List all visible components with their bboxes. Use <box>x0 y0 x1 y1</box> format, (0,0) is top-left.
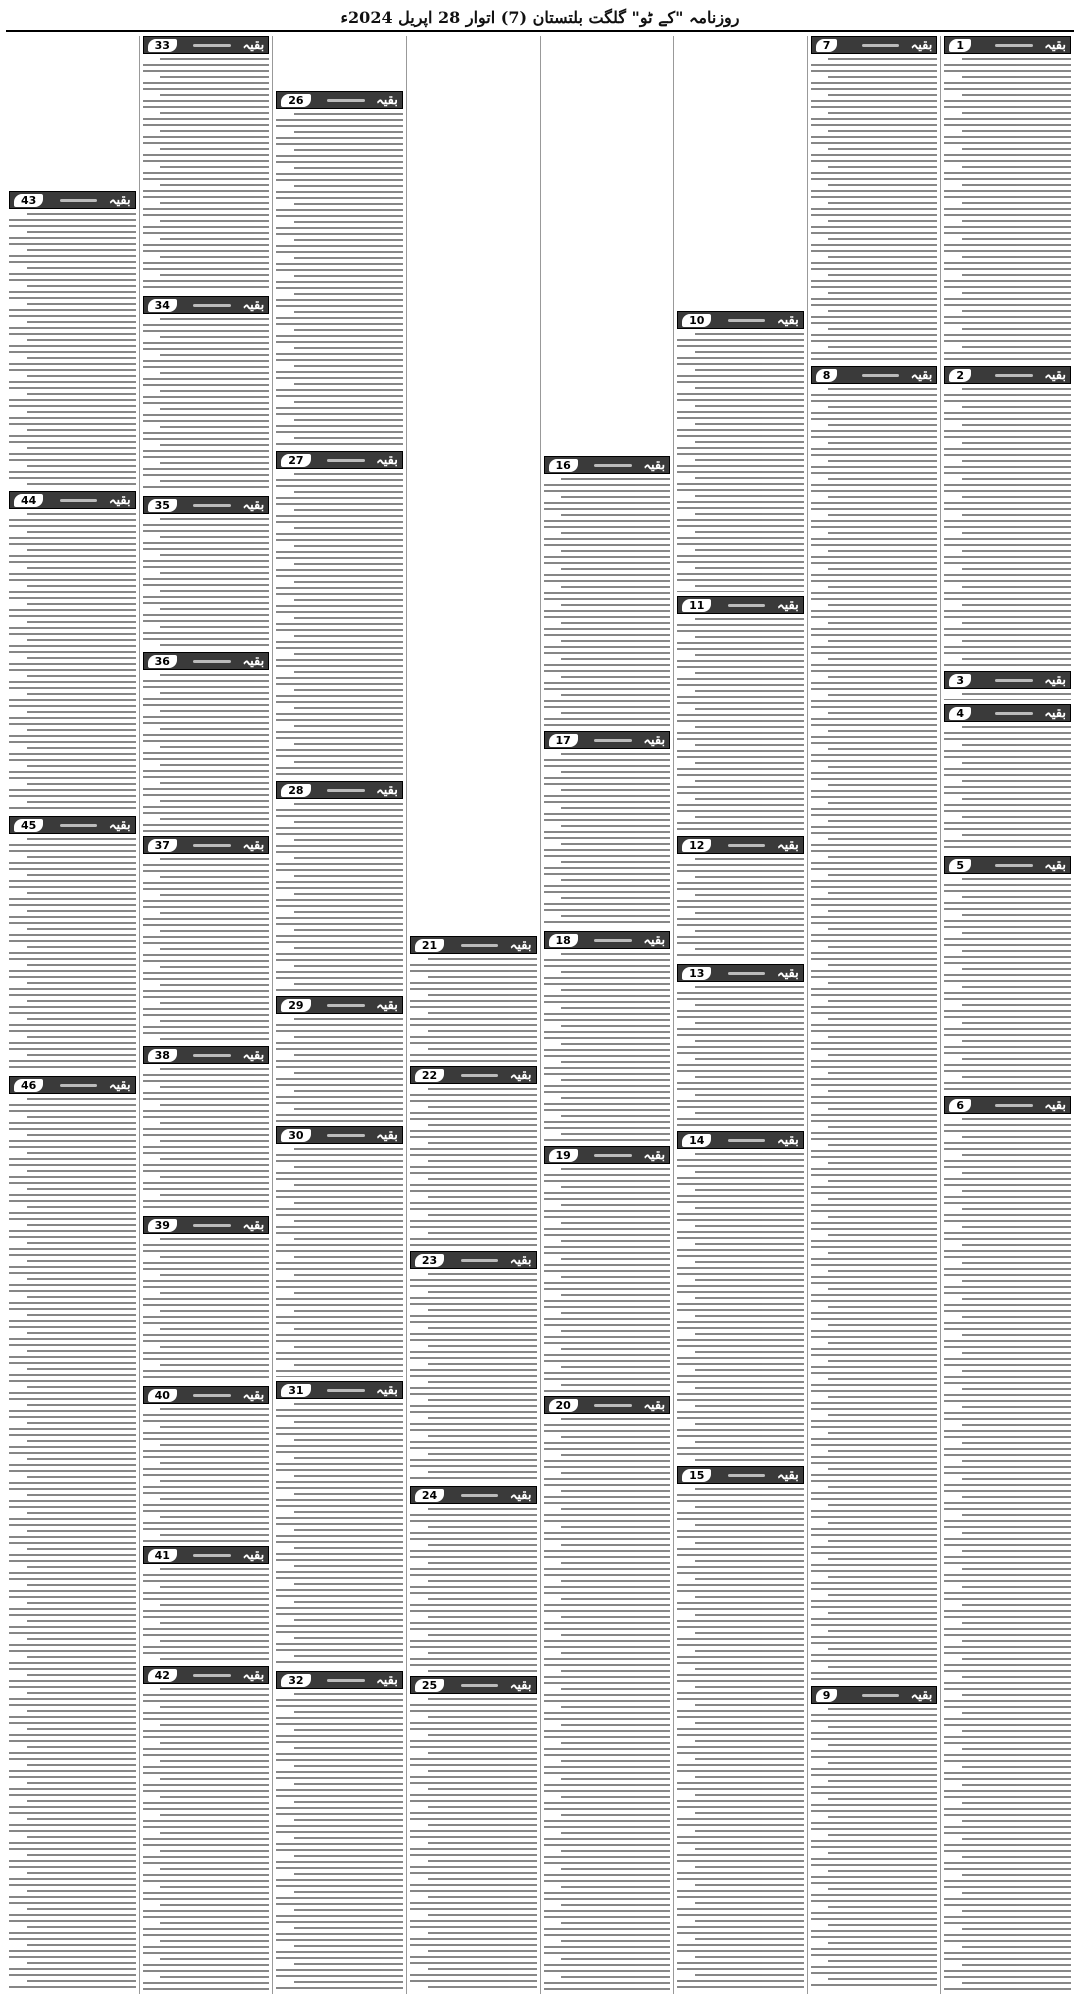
block-number: 6 <box>949 1099 971 1112</box>
block-header-word: بقیہ <box>108 817 131 833</box>
body-text <box>410 1508 537 1672</box>
body-text <box>143 318 270 492</box>
block-number: 8 <box>816 369 838 382</box>
block-header-word: بقیہ <box>1044 367 1066 383</box>
continuation-block <box>410 1066 537 1247</box>
block-header-word: بقیہ <box>242 1667 265 1683</box>
block-header <box>143 836 270 854</box>
block-header <box>143 652 270 670</box>
block-header-word: بقیہ <box>1044 1097 1066 1113</box>
block-header <box>276 781 403 799</box>
block-header-word: بقیہ <box>242 1217 265 1233</box>
body-text <box>410 1273 537 1482</box>
body-text <box>143 1238 270 1382</box>
body-text <box>677 333 804 592</box>
block-number: 41 <box>148 1549 177 1562</box>
body-text <box>276 1403 403 1667</box>
block-number: 31 <box>281 1384 310 1397</box>
block-number: 25 <box>415 1679 444 1692</box>
header-ornament <box>193 504 230 507</box>
header-ornament <box>995 712 1032 715</box>
body-text <box>143 58 270 292</box>
continuation-block <box>410 936 537 1062</box>
header-ornament <box>193 844 230 847</box>
masthead <box>6 4 1074 32</box>
block-header <box>677 1466 804 1484</box>
block-number: 24 <box>415 1489 444 1502</box>
block-header-word: بقیہ <box>376 1382 398 1398</box>
block-number: 1 <box>949 39 971 52</box>
continuation-block <box>677 311 804 592</box>
block-number: 34 <box>148 299 177 312</box>
masthead-title: روزنامہ "کے ٹو" گلگت بلتستان (7) اتوار 28 اپریل 2024ء <box>340 7 740 27</box>
block-header-word: بقیہ <box>910 37 933 53</box>
block-number: 32 <box>281 1674 310 1687</box>
header-ornament <box>60 199 97 202</box>
column-7 <box>139 36 273 1994</box>
block-header <box>410 1066 537 1084</box>
block-header <box>410 1251 537 1269</box>
header-ornament <box>728 1474 765 1477</box>
block-header <box>944 36 1071 54</box>
block-number: 19 <box>549 1149 578 1162</box>
continuation-block <box>410 1251 537 1482</box>
continuation-block <box>9 491 136 812</box>
block-header <box>944 1096 1071 1114</box>
body-text <box>410 1088 537 1247</box>
block-header-word: بقیہ <box>1044 37 1066 53</box>
continuation-block <box>143 1546 270 1662</box>
block-header <box>143 1666 270 1684</box>
body-text <box>677 1153 804 1462</box>
continuation-block <box>143 1046 270 1212</box>
block-number: 45 <box>14 819 43 832</box>
block-header <box>9 491 136 509</box>
header-ornament <box>193 660 230 663</box>
body-text <box>143 1568 270 1662</box>
block-header-word: بقیہ <box>376 92 398 108</box>
header-ornament <box>327 789 364 792</box>
block-header <box>9 1076 136 1094</box>
continuation-block <box>677 1131 804 1462</box>
continuation-block <box>677 836 804 960</box>
block-number: 23 <box>415 1254 444 1267</box>
header-ornament <box>327 1004 364 1007</box>
block-number: 36 <box>148 655 177 668</box>
column-8 <box>6 36 139 1994</box>
block-number: 10 <box>682 314 711 327</box>
block-header-word: بقیہ <box>242 37 265 53</box>
column-6 <box>272 36 406 1994</box>
block-number: 18 <box>549 934 578 947</box>
block-header-word: بقیہ <box>509 937 532 953</box>
header-ornament <box>60 824 97 827</box>
header-ornament <box>728 972 765 975</box>
block-header <box>677 1131 804 1149</box>
header-ornament <box>594 1404 631 1407</box>
continuation-block <box>544 1146 671 1392</box>
block-header-word: بقیہ <box>509 1677 532 1693</box>
header-ornament <box>995 44 1032 47</box>
continuation-block <box>944 1096 1071 1990</box>
continuation-block <box>677 1466 804 1990</box>
header-ornament <box>193 44 230 47</box>
body-text <box>9 838 136 1072</box>
continuation-block <box>410 1676 537 1990</box>
block-header-word: بقیہ <box>777 597 799 613</box>
block-header-word: بقیہ <box>242 837 265 853</box>
continuation-block <box>944 671 1071 700</box>
block-header <box>677 836 804 854</box>
continuation-block <box>143 652 270 832</box>
header-ornament <box>60 1084 97 1087</box>
body-text <box>677 858 804 960</box>
continuation-block <box>9 1076 136 1990</box>
block-number: 16 <box>549 459 578 472</box>
continuation-block <box>143 36 270 292</box>
body-text <box>677 618 804 832</box>
header-ornament <box>862 1694 899 1697</box>
header-ornament <box>995 864 1032 867</box>
body-text <box>143 1688 270 1990</box>
header-ornament <box>728 604 765 607</box>
body-text <box>9 1098 136 1990</box>
block-number: 46 <box>14 1079 43 1092</box>
block-header-word: بقیہ <box>643 1147 666 1163</box>
continuation-block <box>944 856 1071 1092</box>
block-header-word: بقیہ <box>376 452 398 468</box>
body-text <box>944 388 1071 667</box>
header-ornament <box>995 679 1032 682</box>
block-header-word: بقیہ <box>108 1077 131 1093</box>
block-header <box>143 36 270 54</box>
block-number: 30 <box>281 1129 310 1142</box>
continuation-block <box>544 1396 671 1990</box>
block-number: 29 <box>281 999 310 1012</box>
block-number: 40 <box>148 1389 177 1402</box>
body-text <box>544 1168 671 1392</box>
block-header <box>143 1386 270 1404</box>
continuation-block <box>276 1381 403 1667</box>
block-header-word: بقیہ <box>376 997 398 1013</box>
header-ornament <box>193 1674 230 1677</box>
continuation-block <box>276 1671 403 1990</box>
header-ornament <box>327 1679 364 1682</box>
continuation-block <box>276 996 403 1122</box>
body-text <box>677 1488 804 1990</box>
block-header-word: بقیہ <box>242 1547 265 1563</box>
block-number: 14 <box>682 1134 711 1147</box>
header-ornament <box>728 319 765 322</box>
continuation-block <box>143 1386 270 1542</box>
body-text <box>143 858 270 1042</box>
continuation-block <box>143 836 270 1042</box>
block-header <box>143 1216 270 1234</box>
block-header <box>143 1046 270 1064</box>
block-header-word: بقیہ <box>777 1467 799 1483</box>
continuation-block <box>811 366 938 1682</box>
continuation-block <box>143 496 270 648</box>
continuation-block <box>944 704 1071 852</box>
header-ornament <box>193 1554 230 1557</box>
body-text <box>544 953 671 1142</box>
header-ornament <box>327 1389 364 1392</box>
header-ornament <box>862 374 899 377</box>
block-header <box>276 1671 403 1689</box>
body-text <box>410 958 537 1062</box>
block-header-word: بقیہ <box>1044 857 1066 873</box>
body-text <box>544 1418 671 1990</box>
continuation-block <box>677 964 804 1127</box>
body-text <box>944 1118 1071 1990</box>
block-header <box>276 996 403 1014</box>
block-header <box>143 1546 270 1564</box>
block-header <box>544 731 671 749</box>
block-number: 17 <box>549 734 578 747</box>
block-header-word: بقیہ <box>1044 705 1066 721</box>
continuation-block <box>143 1666 270 1990</box>
body-text <box>276 803 403 992</box>
continuation-block <box>544 456 671 727</box>
column-4 <box>540 36 674 1994</box>
block-number: 42 <box>148 1669 177 1682</box>
continuation-block <box>276 1126 403 1377</box>
header-ornament <box>193 1394 230 1397</box>
column-5 <box>406 36 540 1994</box>
block-header-word: بقیہ <box>108 192 131 208</box>
header-ornament <box>461 1684 498 1687</box>
body-text <box>944 58 1071 362</box>
continuation-block <box>944 366 1071 667</box>
header-ornament <box>594 1154 631 1157</box>
block-header-word: بقیہ <box>376 1672 398 1688</box>
continuation-block <box>276 781 403 992</box>
block-header-word: بقیہ <box>242 497 265 513</box>
block-header-word: بقیہ <box>1044 672 1066 688</box>
body-text <box>276 113 403 447</box>
block-header-word: بقیہ <box>509 1487 532 1503</box>
header-ornament <box>193 304 230 307</box>
block-number: 27 <box>281 454 310 467</box>
block-header <box>944 856 1071 874</box>
block-header <box>811 36 938 54</box>
block-number: 2 <box>949 369 971 382</box>
block-number: 26 <box>281 94 310 107</box>
body-text <box>9 513 136 812</box>
column-3 <box>673 36 807 1994</box>
block-header-word: بقیہ <box>509 1067 532 1083</box>
block-header-word: بقیہ <box>643 732 666 748</box>
body-text <box>143 1408 270 1542</box>
block-header <box>410 1486 537 1504</box>
block-number: 21 <box>415 939 444 952</box>
header-ornament <box>327 1134 364 1137</box>
header-ornament <box>594 739 631 742</box>
body-text <box>143 518 270 648</box>
block-header <box>944 671 1071 689</box>
block-header-word: بقیہ <box>643 457 666 473</box>
block-header <box>143 296 270 314</box>
continuation-block <box>410 1486 537 1672</box>
body-text <box>143 674 270 832</box>
block-number: 5 <box>949 859 971 872</box>
header-ornament <box>995 374 1032 377</box>
continuation-block <box>544 731 671 927</box>
column-1 <box>940 36 1074 1994</box>
columns-area <box>6 36 1074 1994</box>
body-text <box>410 1698 537 1990</box>
block-number: 4 <box>949 707 971 720</box>
body-text <box>276 1018 403 1122</box>
body-text <box>811 1708 938 1990</box>
block-header <box>410 936 537 954</box>
block-number: 37 <box>148 839 177 852</box>
body-text <box>544 753 671 927</box>
continuation-block <box>9 191 136 487</box>
header-ornament <box>193 1054 230 1057</box>
block-number: 33 <box>148 39 177 52</box>
block-number: 44 <box>14 494 43 507</box>
block-number: 38 <box>148 1049 177 1062</box>
header-ornament <box>327 99 364 102</box>
block-header-word: بقیہ <box>777 965 799 981</box>
block-number: 22 <box>415 1069 444 1082</box>
body-text <box>276 1693 403 1990</box>
block-header <box>143 496 270 514</box>
block-header-word: بقیہ <box>910 1687 933 1703</box>
block-header-word: بقیہ <box>376 1127 398 1143</box>
block-header <box>9 191 136 209</box>
header-ornament <box>461 944 498 947</box>
continuation-block <box>544 931 671 1142</box>
block-header-word: بقیہ <box>643 932 666 948</box>
block-header <box>276 91 403 109</box>
block-header <box>544 931 671 949</box>
block-number: 11 <box>682 599 711 612</box>
continuation-block <box>9 816 136 1072</box>
block-number: 35 <box>148 499 177 512</box>
body-text <box>9 213 136 487</box>
block-header-word: بقیہ <box>242 1387 265 1403</box>
block-number: 3 <box>949 674 971 687</box>
header-ornament <box>728 844 765 847</box>
block-header <box>811 366 938 384</box>
block-header <box>9 816 136 834</box>
block-header-word: بقیہ <box>777 1132 799 1148</box>
header-ornament <box>594 939 631 942</box>
block-number: 7 <box>816 39 838 52</box>
column-2 <box>807 36 941 1994</box>
block-header <box>544 456 671 474</box>
block-number: 12 <box>682 839 711 852</box>
block-header-word: بقیہ <box>242 1047 265 1063</box>
block-header <box>276 1381 403 1399</box>
header-ornament <box>461 1074 498 1077</box>
header-ornament <box>461 1259 498 1262</box>
block-number: 43 <box>14 194 43 207</box>
block-number: 39 <box>148 1219 177 1232</box>
header-ornament <box>461 1494 498 1497</box>
block-number: 20 <box>549 1399 578 1412</box>
header-ornament <box>327 459 364 462</box>
block-header <box>544 1146 671 1164</box>
body-text <box>677 986 804 1127</box>
body-text <box>944 693 1071 700</box>
block-header-word: بقیہ <box>777 312 799 328</box>
continuation-block <box>944 36 1071 362</box>
continuation-block <box>276 451 403 777</box>
continuation-block <box>677 596 804 832</box>
block-number: 28 <box>281 784 310 797</box>
header-ornament <box>594 464 631 467</box>
continuation-block <box>811 1686 938 1990</box>
block-header <box>276 451 403 469</box>
body-text <box>811 388 938 1682</box>
block-header <box>677 311 804 329</box>
continuation-block <box>143 296 270 492</box>
header-ornament <box>60 499 97 502</box>
block-number: 13 <box>682 967 711 980</box>
block-header-word: بقیہ <box>509 1252 532 1268</box>
block-header-word: بقیہ <box>643 1397 666 1413</box>
header-ornament <box>193 1224 230 1227</box>
block-header <box>944 366 1071 384</box>
body-text <box>544 478 671 727</box>
block-header <box>677 964 804 982</box>
body-text <box>944 878 1071 1092</box>
block-header <box>811 1686 938 1704</box>
block-header <box>410 1676 537 1694</box>
block-number: 15 <box>682 1469 711 1482</box>
continuation-block <box>143 1216 270 1382</box>
block-header-word: بقیہ <box>108 492 131 508</box>
continuation-block <box>276 91 403 447</box>
block-header-word: بقیہ <box>242 653 265 669</box>
continuation-block <box>811 36 938 362</box>
header-ornament <box>862 44 899 47</box>
block-header-word: بقیہ <box>910 367 933 383</box>
body-text <box>276 473 403 777</box>
body-text <box>143 1068 270 1212</box>
body-text <box>276 1148 403 1377</box>
block-header <box>944 704 1071 722</box>
block-header-word: بقیہ <box>376 782 398 798</box>
block-number: 9 <box>816 1689 838 1702</box>
header-ornament <box>995 1104 1032 1107</box>
block-header-word: بقیہ <box>777 837 799 853</box>
block-header <box>677 596 804 614</box>
block-header-word: بقیہ <box>242 297 265 313</box>
body-text <box>944 726 1071 852</box>
header-ornament <box>728 1139 765 1142</box>
block-header <box>544 1396 671 1414</box>
body-text <box>811 58 938 362</box>
block-header <box>276 1126 403 1144</box>
